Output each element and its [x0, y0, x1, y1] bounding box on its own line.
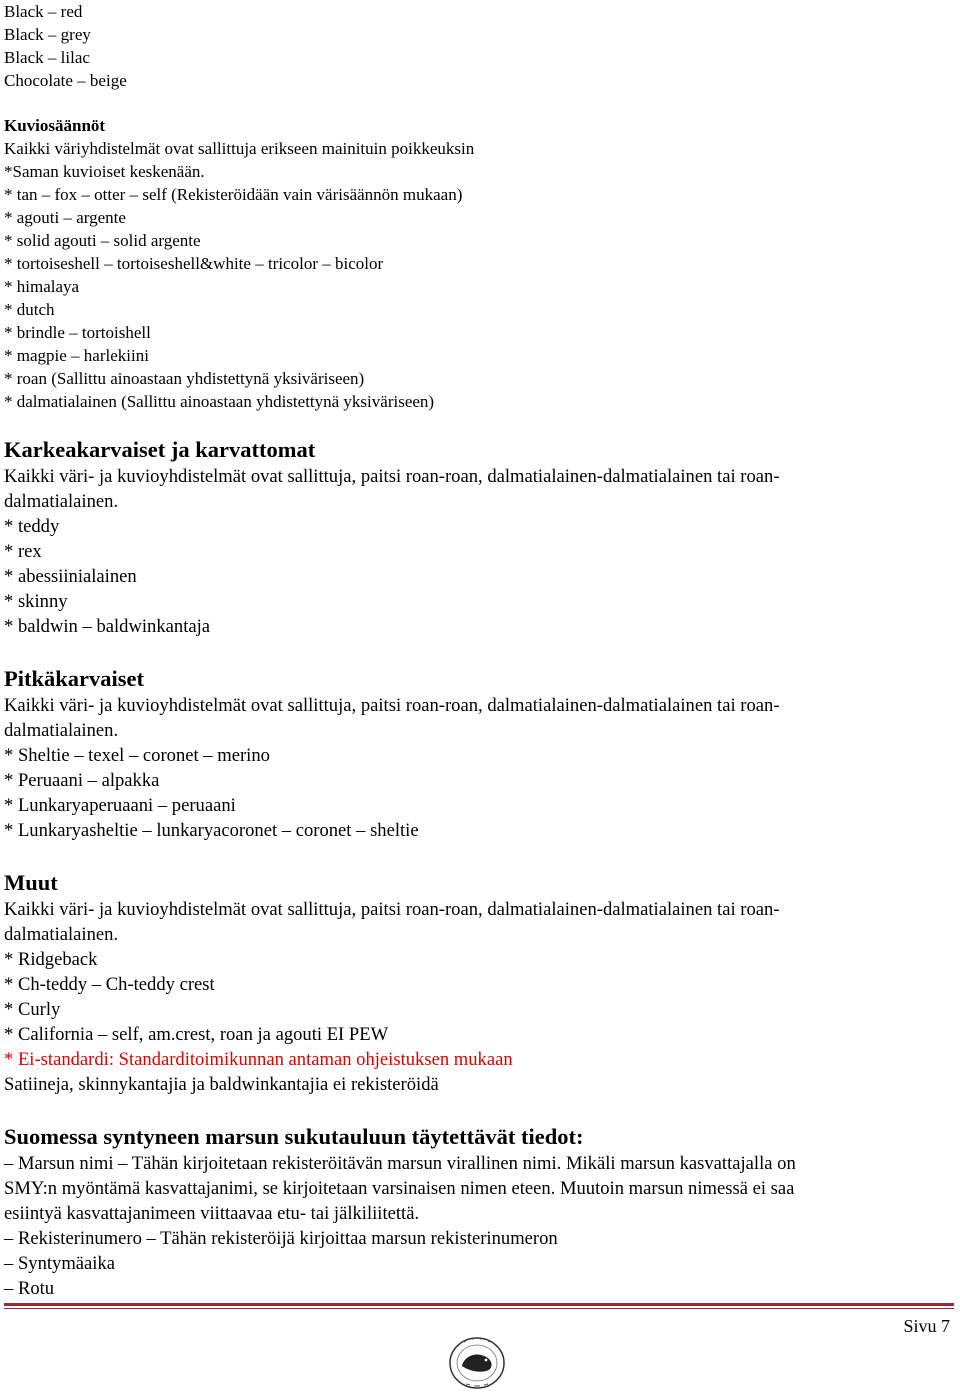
paragraph-line: Kaikki väri- ja kuvioyhdistelmät ovat sallittuja, paitsi roan-roan, dalmatialainen-dalmatialainen tai roan-	[4, 466, 780, 487]
list-item: * abessiinialainen	[4, 566, 137, 587]
paragraph-line: SMY:n myöntämä kasvattajanimi, se kirjoitetaan varsinaisen nimen eteen. Muutoin marsun nimessä ei saa	[4, 1178, 795, 1199]
list-item: * Ridgeback	[4, 949, 98, 970]
association-logo-icon	[448, 1336, 506, 1390]
list-item: * skinny	[4, 591, 68, 612]
list-item: * agouti – argente	[4, 208, 126, 227]
list-item: * dalmatialainen (Sallittu ainoastaan yhdistettynä yksiväriseen)	[4, 392, 435, 411]
list-item: * Ch-teddy – Ch-teddy crest	[4, 974, 215, 995]
section-heading-pattern-rules: Kuviosäännöt	[4, 116, 106, 135]
list-item: * Lunkaryasheltie – lunkaryacoronet – coronet – sheltie	[4, 820, 419, 841]
list-item: * brindle – tortoishell	[4, 323, 151, 342]
list-item: * tortoiseshell – tortoiseshell&white – tricolor – bicolor	[4, 254, 384, 273]
color-pair-line: Black – grey	[4, 25, 91, 44]
paragraph-line: Satiineja, skinnykantajia ja baldwinkantajia ei rekisteröidä	[4, 1074, 439, 1095]
list-item: * Sheltie – texel – coronet – merino	[4, 745, 270, 766]
paragraph-line: Kaikki väri- ja kuvioyhdistelmät ovat sallittuja, paitsi roan-roan, dalmatialainen-dalmatialainen tai roan-	[4, 899, 780, 920]
list-item: * Lunkaryaperuaani – peruaani	[4, 795, 236, 816]
section-heading-rough-coated: Karkeakarvaiset ja karvattomat	[4, 437, 316, 462]
paragraph-line: dalmatialainen.	[4, 491, 119, 512]
paragraph-line: – Syntymäaika	[4, 1253, 116, 1274]
list-item: * roan (Sallittu ainoastaan yhdistettynä yksiväriseen)	[4, 369, 365, 388]
paragraph-line: *Saman kuvioiset keskenään.	[4, 162, 205, 181]
paragraph-line: dalmatialainen.	[4, 924, 119, 945]
non-standard-note: * Ei-standardi: Standarditoimikunnan antaman ohjeistuksen mukaan	[4, 1049, 513, 1070]
section-heading-long-haired: Pitkäkarvaiset	[4, 666, 144, 691]
paragraph-line: Kaikki väriyhdistelmät ovat sallittuja erikseen mainituin poikkeuksin	[4, 139, 475, 158]
list-item: * solid agouti – solid argente	[4, 231, 201, 250]
page-number: Sivu 7	[903, 1316, 950, 1336]
paragraph-line: – Rotu	[4, 1278, 55, 1299]
list-item: * tan – fox – otter – self (Rekisteröidään vain värisäännön mukaan)	[4, 185, 463, 204]
list-item: * California – self, am.crest, roan ja agouti EI PEW	[4, 1024, 389, 1045]
list-item: * rex	[4, 541, 42, 562]
list-item: * Peruaani – alpakka	[4, 770, 160, 791]
color-pair-line: Chocolate – beige	[4, 71, 127, 90]
section-heading-other: Muut	[4, 870, 58, 895]
footer-rule-thick	[4, 1303, 954, 1306]
color-pair-line: Black – lilac	[4, 48, 90, 67]
list-item: * Curly	[4, 999, 61, 1020]
list-item: * baldwin – baldwinkantaja	[4, 616, 211, 637]
list-item: * himalaya	[4, 277, 80, 296]
section-heading-pedigree: Suomessa syntyneen marsun sukutauluun täytettävät tiedot:	[4, 1124, 584, 1149]
footer-rule-thin	[4, 1308, 954, 1309]
paragraph-line: esiintyä kasvattajanimeen viittaavaa etu- tai jälkiliitettä.	[4, 1203, 420, 1224]
paragraph-line: – Rekisterinumero – Tähän rekisteröijä kirjoittaa marsun rekisterinumeron	[4, 1228, 558, 1249]
list-item: * magpie – harlekiini	[4, 346, 149, 365]
paragraph-line: dalmatialainen.	[4, 720, 119, 741]
color-pair-line: Black – red	[4, 2, 83, 21]
paragraph-line: Kaikki väri- ja kuvioyhdistelmät ovat sallittuja, paitsi roan-roan, dalmatialainen-dalmatialainen tai roan-	[4, 695, 780, 716]
list-item: * teddy	[4, 516, 60, 537]
paragraph-line: – Marsun nimi – Tähän kirjoitetaan rekisteröitävän marsun virallinen nimi. Mikäli marsun kasvattajalla on	[4, 1153, 796, 1174]
list-item: * dutch	[4, 300, 55, 319]
